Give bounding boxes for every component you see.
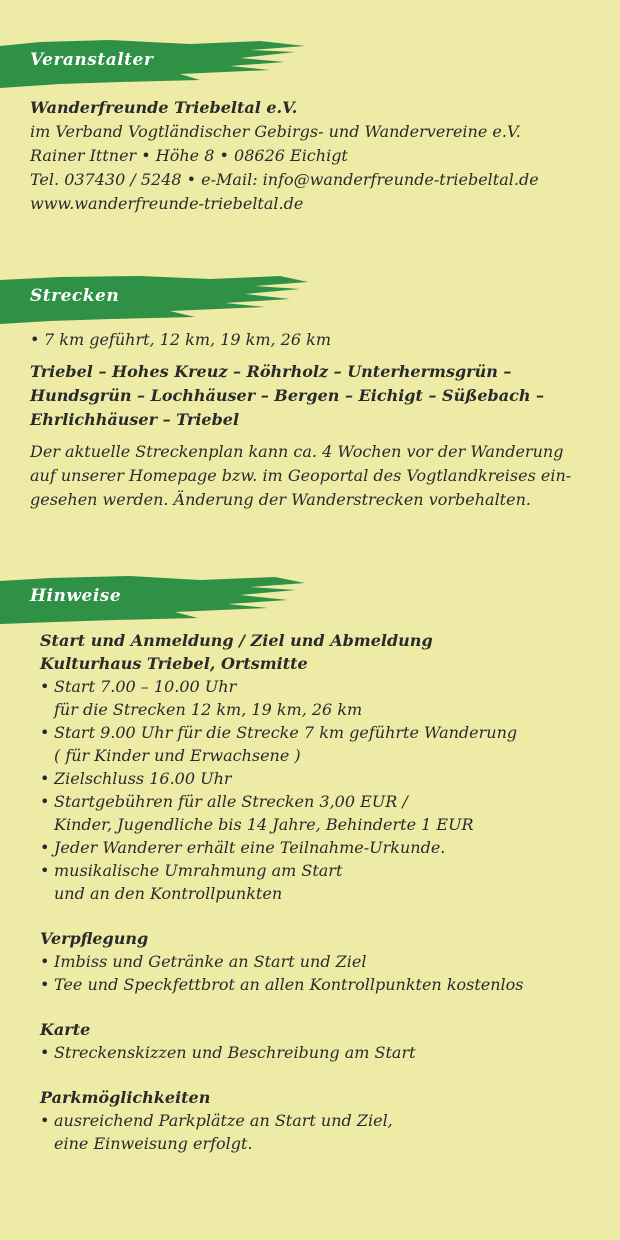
list-item-line: • Jeder Wanderer erhält eine Teilnahme-Urkunde. [54,838,446,857]
route-line: Hundsgrün – Lochhäuser – Bergen – Eichigt – Süßebach – [30,386,545,405]
route-note [30,440,600,512]
note-line: gesehen werden. Änderung der Wanderstrecken vorbehalten. [30,490,531,509]
note-line: auf unserer Homepage bzw. im Geoportal des Vogtlandkreises ein- [30,466,572,485]
org-name: Wanderfreunde Triebeltal e.V. [30,98,298,117]
hinweise-content [40,629,600,1155]
banner-hinweise [0,574,320,624]
list-item [40,767,600,790]
section-title: Hinweise [30,586,122,606]
contact-phone-email: Tel. 037430 / 5248 • e-Mail: info@wanderfreunde-triebeltal.de [30,170,539,189]
verpflegung-heading: Verpflegung [40,929,149,948]
karte-heading: Karte [40,1020,91,1039]
list-item [40,950,600,973]
list-item [40,973,600,996]
list-item-line: • Tee und Speckfettbrot an allen Kontrollpunkten kostenlos [54,975,524,994]
list-item-line: • Start 9.00 Uhr für die Strecke 7 km geführte Wanderung [54,723,518,742]
list-item [40,675,600,721]
list-item-line: ( für Kinder und Erwachsene ) [54,746,301,765]
info-list [40,675,600,905]
distance-list [30,328,600,352]
list-item [40,1109,600,1155]
karte-list [40,1041,600,1064]
org-line: im Verband Vogtländischer Gebirgs- und Wandervereine e.V. [30,122,521,141]
list-item-line: und an den Kontrollpunkten [54,884,283,903]
banner-veranstalter [0,38,320,88]
route-line: Ehrlichhäuser – Triebel [30,410,240,429]
banner-strecken [0,274,320,324]
section-title: Strecken [30,286,120,306]
list-item [40,1041,600,1064]
list-item-line: • Startgebühren für alle Strecken 3,00 EUR / [54,792,408,811]
list-item-line: • Start 7.00 – 10.00 Uhr [54,677,237,696]
verpflegung-list [40,950,600,996]
route-line: Triebel – Hohes Kreuz – Röhrholz – Unterhermsgrün – [30,362,512,381]
section-title: Veranstalter [30,50,154,70]
note-line: Der aktuelle Streckenplan kann ca. 4 Wochen vor der Wanderung [30,442,564,461]
list-item-line: für die Strecken 12 km, 19 km, 26 km [54,700,363,719]
website-link: www.wanderfreunde-triebeltal.de [30,194,304,213]
list-item [40,836,600,859]
strecken-content [30,328,600,512]
list-item [40,721,600,767]
list-item-line: Kinder, Jugendliche bis 14 Jahre, Behinderte 1 EUR [54,815,474,834]
start-location: Kulturhaus Triebel, Ortsmitte [40,654,308,673]
list-item [40,859,600,905]
parking-list [40,1109,600,1155]
parking-heading: Parkmöglichkeiten [40,1088,211,1107]
list-item-line: • Zielschluss 16.00 Uhr [54,769,232,788]
list-item-line: • Imbiss und Getränke an Start und Ziel [54,952,367,971]
list-item-line: • ausreichend Parkplätze an Start und Ziel, [54,1111,393,1130]
list-item-line: • Streckenskizzen und Beschreibung am Start [54,1043,416,1062]
list-item-line: • musikalische Umrahmung am Start [54,861,343,880]
list-item [40,790,600,836]
list-item-line: eine Einweisung erfolgt. [54,1134,253,1153]
contact-address: Rainer Ittner • Höhe 8 • 08626 Eichigt [30,146,348,165]
start-heading: Start und Anmeldung / Ziel und Abmeldung [40,631,433,650]
veranstalter-content [30,96,600,216]
list-item: • 7 km geführt, 12 km, 19 km, 26 km [30,328,600,352]
route-description [30,360,600,432]
